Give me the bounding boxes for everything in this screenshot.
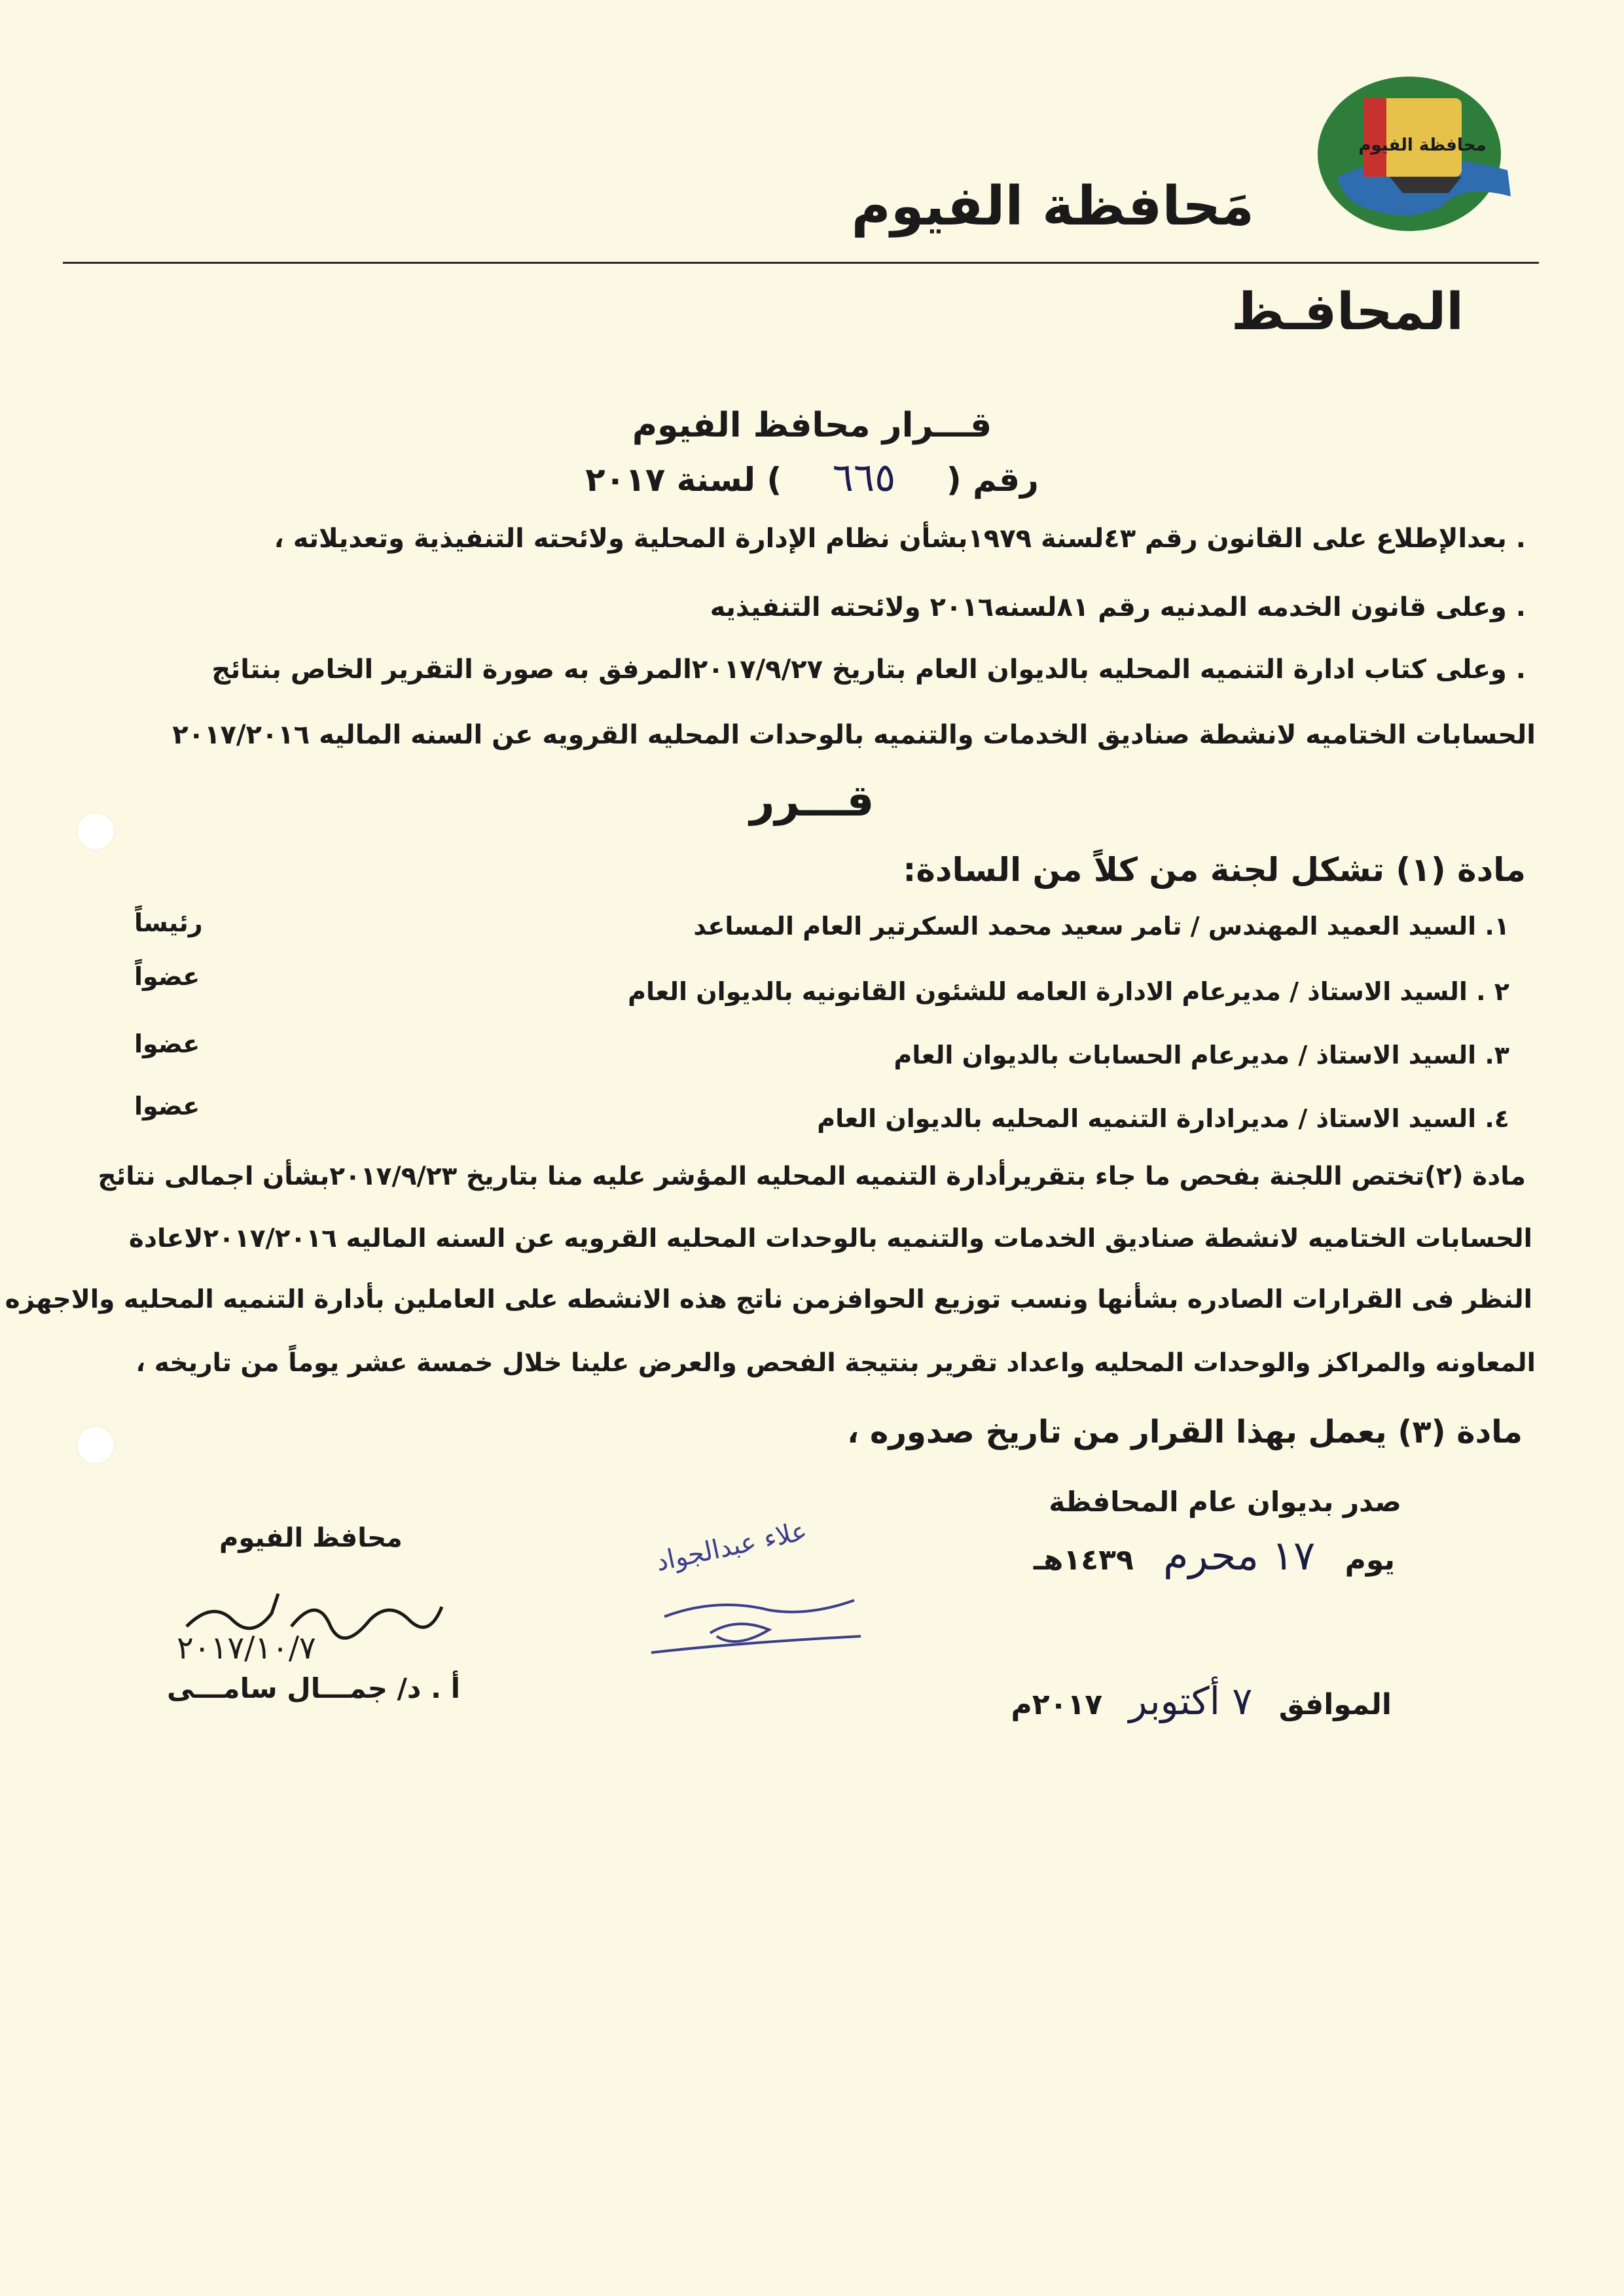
greg-handwritten: ٧ أكتوبر: [1128, 1679, 1253, 1723]
preamble-line: . وعلى قانون الخدمه المدنيه رقم ٨١لسنه٢٠١٦ ولائحته التنفيذيه: [710, 592, 1526, 622]
article-2-line: مادة (٢)تختص اللجنة بفحص ما جاء بتقريرأدارة التنميه المحليه المؤشر عليه منا بتاريخ ٢٠١٧/٩/٢٣بشأن اجمالى نتائج: [98, 1162, 1526, 1191]
article-1-title: مادة (١) تشكل لجنة من كلاً من السادة:: [903, 851, 1526, 889]
preamble-line: . وعلى كتاب ادارة التنميه المحليه بالديوان العام بتاريخ ٢٠١٧/٩/٢٧المرفق به صورة التقرير الخاص بنتائج: [211, 655, 1526, 685]
preamble-line: الحسابات الختاميه لانشطة صناديق الخدمات والتنميه بالوحدات المحليه القرويه عن السنه الماليه ٢٠١٧/٢٠١٦: [172, 720, 1536, 750]
decision-heading: قـــرر: [749, 776, 875, 826]
committee-member: ١. السيد العميد المهندس / تامر سعيد محمد السكرتير العام المساعد: [693, 912, 1509, 941]
decree-number-prefix: رقم (: [946, 461, 1039, 499]
hijri-date: [1034, 1532, 1395, 1579]
committee-role: رئيساً: [134, 908, 203, 937]
governor-signature-date: ٢٠١٧/١٠/٧: [177, 1630, 316, 1666]
hijri-year: ١٤٣٩هـ: [1033, 1543, 1134, 1577]
punch-hole: [77, 813, 114, 850]
article-2-line: الحسابات الختاميه لانشطة صناديق الخدمات والتنميه بالوحدات المحليه القرويه عن السنه الماليه ٢٠١٧/٢٠١٦لاعادة: [128, 1224, 1532, 1253]
governor-title: محافظ الفيوم: [219, 1523, 403, 1553]
preamble-line: . بعدالإطلاع على القانون رقم ٤٣لسنة ١٩٧٩بشأن نظام الإدارة المحلية ولائحته التنفيذية وتعديلاته ،: [274, 524, 1526, 554]
governorate-name: مَحافظة الفيوم: [851, 175, 1254, 238]
committee-role: عضوا: [134, 1030, 200, 1058]
committee-member: ٢ . السيد الاستاذ / مديرعام الادارة العامه للشئون القانونيه بالديوان العام: [628, 977, 1509, 1006]
committee-member: ٣. السيد الاستاذ / مديرعام الحسابات بالديوان العام: [893, 1041, 1509, 1069]
logo-text: محافظة الفيوم: [1358, 135, 1487, 155]
issued-at: صدر بديوان عام المحافظة: [1049, 1486, 1401, 1518]
decree-number-suffix: ) لسنة ٢٠١٧: [585, 461, 782, 499]
gregorian-date: [1011, 1679, 1392, 1723]
committee-member: ٤. السيد الاستاذ / مديرادارة التنميه المحليه بالديوان العام: [817, 1104, 1509, 1133]
office-title: المحافـظ: [1231, 283, 1464, 342]
governorate-logo: [1311, 72, 1514, 236]
committee-role: عضوا: [134, 1092, 200, 1121]
article-3: مادة (٣) يعمل بهذا القرار من تاريخ صدوره ،: [847, 1414, 1523, 1450]
governor-name: أ . د/ جمـــال سامـــى: [167, 1672, 461, 1704]
article-2-line: المعاونه والمراكز والوحدات المحليه واعداد تقرير بنتيجة الفحص والعرض علينا خلال خمسة عشر يوماً من تاريخه ،: [135, 1348, 1536, 1378]
punch-hole: [77, 1427, 114, 1463]
greg-prefix: الموافق: [1278, 1688, 1392, 1721]
decree-number-line: [0, 455, 1624, 501]
header-divider: [63, 262, 1539, 264]
committee-role: عضواً: [134, 962, 200, 991]
second-signature-name: علاء عبدالجواد: [653, 1516, 810, 1577]
article-2-line: النظر فى القرارات الصادره بشأنها ونسب توزيع الحوافزمن ناتج هذه الانشطه على العاملين بأدارة التنميه المحليه والاجهزه: [5, 1285, 1532, 1314]
hijri-handwritten: ١٧ محرم: [1163, 1532, 1316, 1579]
hijri-prefix: يوم: [1344, 1543, 1395, 1577]
decree-title: قـــرار محافظ الفيوم: [632, 406, 992, 445]
decree-number: ٦٦٥: [832, 455, 896, 501]
greg-year: ٢٠١٧م: [1011, 1688, 1103, 1721]
